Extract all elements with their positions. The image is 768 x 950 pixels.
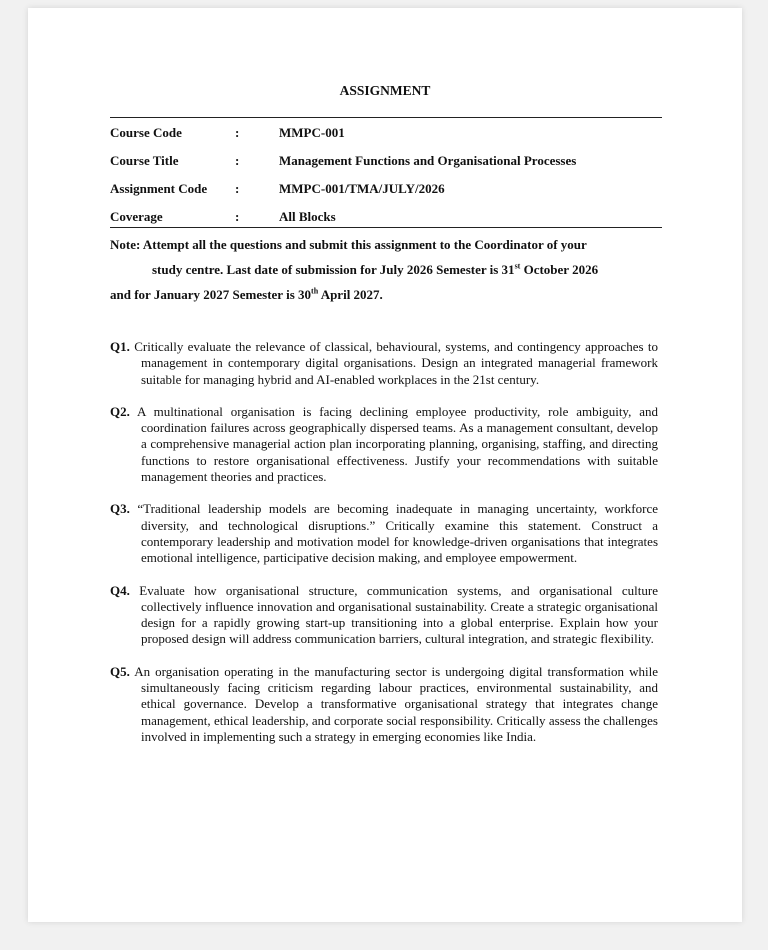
page-title: ASSIGNMENT bbox=[339, 83, 431, 98]
assignment-code-row bbox=[110, 175, 662, 203]
coverage-value: All Blocks bbox=[279, 209, 336, 224]
question-1 bbox=[110, 339, 658, 388]
question-text: A multinational organisation is facing declining employee productivity, role ambiguity, and coordination failures across geographically dispersed teams. As a management consultant, develop a comprehensive managerial action plan incorporating planning, organising, staffing, and directing functions to restore organisational effectiveness. Justify your recommendations with suitable management theories and practices. bbox=[137, 403, 658, 485]
document-page bbox=[28, 8, 742, 922]
note-line-3-text: and for January 2027 Semester is 30 bbox=[110, 287, 312, 302]
note-line-1: Note: Attempt all the questions and submit this assignment to the Coordinator of your bbox=[110, 237, 587, 252]
note-line-3-end: April 2027. bbox=[318, 287, 383, 302]
question-text: “Traditional leadership models are becoming inadequate in managing uncertainty, workforce diversity, and technological disruptions.” Critically examine this statement. Construct a contemporary leadership and motivation model for knowledge-driven organisations that integrates emotional intelligence, participative decision making, and employee empowerment. bbox=[137, 501, 658, 566]
course-code-label: Course Code bbox=[110, 125, 182, 140]
separator-colon: : bbox=[235, 125, 240, 140]
course-title-value: Management Functions and Organisational Processes bbox=[279, 153, 577, 168]
note-line-2-end: October 2026 bbox=[520, 262, 599, 277]
note-line-2-text: study centre. Last date of submission for July 2026 Semester is 31 bbox=[152, 262, 515, 277]
question-2 bbox=[110, 404, 658, 485]
course-code-value: MMPC-001 bbox=[279, 125, 345, 140]
course-title-label: Course Title bbox=[110, 153, 179, 168]
submission-note bbox=[110, 232, 662, 307]
question-number: Q4. bbox=[110, 582, 130, 598]
course-title-row bbox=[110, 147, 662, 175]
assignment-code-value: MMPC-001/TMA/JULY/2026 bbox=[279, 181, 445, 196]
question-4 bbox=[110, 583, 658, 648]
coverage-label: Coverage bbox=[110, 209, 163, 224]
question-text: Evaluate how organisational structure, communication systems, and organisational culture collectively influence innovation and organisational sustainability. Create a strategic organisational design for a rapidly growing start-up transitioning into a global enterprise. Explain how your proposed design will address communication barriers, cultural integration, and strategic flexibility. bbox=[139, 582, 659, 647]
question-number: Q3. bbox=[110, 501, 130, 517]
assignment-code-label: Assignment Code bbox=[110, 181, 208, 196]
course-code-row bbox=[110, 119, 662, 147]
note-line-2 bbox=[110, 257, 662, 282]
separator-colon: : bbox=[235, 181, 240, 196]
question-number: Q5. bbox=[110, 663, 130, 679]
question-number: Q2. bbox=[110, 403, 130, 419]
ordinal-suffix: st bbox=[514, 261, 521, 271]
separator-colon: : bbox=[235, 209, 240, 224]
question-list bbox=[110, 339, 658, 761]
separator-colon: : bbox=[235, 153, 240, 168]
question-text: An organisation operating in the manufacturing sector is undergoing digital transformation while simultaneously facing criticism regarding labour practices, environmental sustainability, and ethical governance. Develop a transformative organisational strategy that integrates change management, ethical leadership, and corporate social responsibility. Critically assess the challenges involved in implementing such a strategy in emerging economies like India. bbox=[134, 663, 658, 744]
course-info-table bbox=[110, 117, 662, 228]
coverage-row bbox=[110, 203, 662, 227]
question-3 bbox=[110, 501, 658, 566]
question-number: Q1. bbox=[110, 339, 130, 354]
question-5 bbox=[110, 664, 658, 745]
question-text: Critically evaluate the relevance of classical, behavioural, systems, and contingency approaches to management in contemporary digital organisations. Design an integrated managerial framework suitable for managing hybrid and AI-enabled workplaces in the 21st century. bbox=[134, 339, 659, 387]
note-line-3 bbox=[110, 287, 383, 302]
ordinal-suffix: th bbox=[311, 286, 319, 296]
